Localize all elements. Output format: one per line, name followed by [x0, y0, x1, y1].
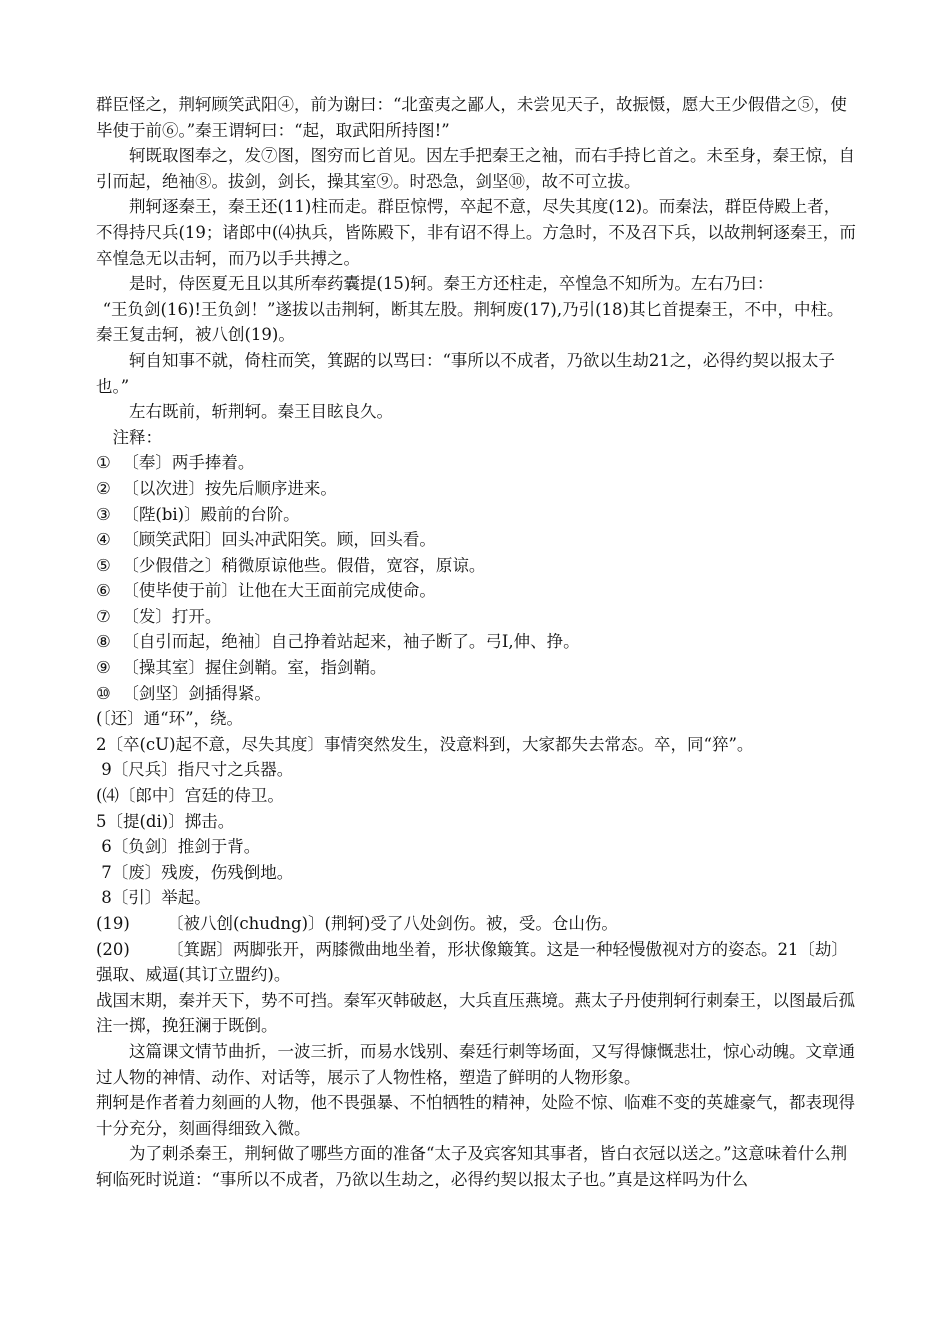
paragraph: 轲自知事不就，倚柱而笑，箕踞的以骂曰：“事所以不成者，乃欲以生劫21之，必得约契以报太子也。”	[96, 350, 835, 396]
note-item: (⑷〔郎中〕宫廷的侍卫。	[96, 786, 284, 806]
note-number: ②	[96, 478, 111, 498]
note-item: 2〔卒(cU)起不意，尽失其度〕事情突然发生，没意料到，大家都失去常态。卒，同“猝”。	[96, 734, 754, 754]
note-number: ⑧	[96, 632, 111, 652]
note-item	[96, 937, 856, 988]
note-number: (20)	[96, 939, 130, 959]
note-item	[96, 502, 856, 528]
note-item	[96, 553, 856, 579]
note-text: 〔箕踞〕两脚张开，两膝微曲地坐着，形状像簸箕。这是一种轻慢傲视对方的姿态。21〔劫〕强取、威逼(其订立盟约)。	[96, 939, 848, 985]
note-item: 8〔引〕举起。	[96, 888, 211, 908]
paragraph: “王负剑(16)!王负剑！”遂拔以击荆轲，断其左股。荆轲废(17),乃引(18)其匕首提秦王，不中，中柱。秦王复击轲，被八创(19)。	[96, 299, 844, 345]
note-item	[96, 911, 856, 937]
note-item	[96, 476, 856, 502]
note-item	[96, 527, 856, 553]
note-number: (19)	[96, 914, 130, 933]
paragraph: 是时，侍医夏无且以其所奉药囊提(15)轲。秦王方还柱走，卒惶急不知所为。左右乃曰：	[129, 274, 774, 294]
note-number: ⑦	[96, 606, 111, 626]
note-item	[96, 655, 856, 681]
note-item	[96, 450, 856, 476]
note-text: 〔操其室〕握住剑鞘。室，指剑鞘。	[122, 658, 387, 678]
note-number: ⑩	[96, 683, 111, 703]
note-text: 〔发〕打开。	[122, 606, 222, 626]
note-number: ③	[96, 504, 111, 524]
note-item: 7〔废〕残废，伤残倒地。	[96, 862, 294, 882]
summary-paragraph: 这篇课文情节曲折，一波三折，而易水饯别、秦廷行刺等场面，又写得慷慨悲壮，惊心动魄。文章通过人物的神情、动作、对话等，展示了人物性格，塑造了鲜明的人物形象。	[96, 1041, 855, 1087]
document-body	[96, 92, 856, 1193]
note-number: ⑥	[96, 581, 111, 601]
note-item: 5〔提(di)〕掷击。	[96, 811, 235, 831]
note-number: ①	[96, 453, 111, 473]
paragraph: 左右既前，斩荆轲。秦王目眩良久。	[129, 402, 393, 422]
note-text: 〔顾笑武阳〕回头冲武阳笑。顾，回头看。	[122, 530, 436, 550]
note-text: 〔以次进〕按先后顺序进来。	[122, 478, 337, 498]
notes-list	[96, 450, 856, 987]
summary-paragraph: 荆轲是作者着力刻画的人物，他不畏强暴、不怕牺牲的精神，处险不惊、临难不变的英雄豪气，都表现得十分充分，刻画得细致入微。	[96, 1093, 855, 1138]
note-number: ⑨	[96, 658, 111, 678]
notes-heading: 注释：	[112, 427, 162, 447]
note-text: 〔被八创(chudng)〕(荆轲)受了八处剑伤。被，受。仓山伤。	[166, 914, 618, 933]
note-text: 〔使毕使于前〕让他在大王面前完成使命。	[122, 581, 436, 601]
note-item: (〔还〕通“环”，绕。	[96, 709, 244, 729]
note-item	[96, 629, 856, 655]
note-number: ④	[96, 530, 111, 550]
note-text: 〔陛(bi)〕殿前的台阶。	[122, 504, 300, 524]
note-item	[96, 604, 856, 630]
note-item	[96, 578, 856, 604]
note-item	[96, 681, 856, 707]
note-text: 〔少假借之〕稍微原谅他些。假借，宽容，原谅。	[122, 555, 486, 575]
note-item: 6〔负剑〕推剑于背。	[96, 837, 261, 857]
question-paragraph: 为了刺杀秦王，荆轲做了哪些方面的准备“太子及宾客知其事者，皆白衣冠以送之。”这意味着什么荆轲临死时说道：“事所以不成者，乃欲以生劫之，必得约契以报太子也。”真是这样吗为什么	[96, 1144, 848, 1189]
summary-paragraph: 战国末期，秦并天下，势不可挡。秦军灭韩破赵，大兵直压燕境。燕太子丹使荆轲行刺秦王，以图最后孤注一掷，挽狂澜于既倒。	[96, 990, 855, 1036]
note-text: 〔自引而起，绝袖〕自己挣着站起来，袖子断了。弓I,伸、挣。	[122, 632, 580, 652]
note-text: 〔剑坚〕剑插得紧。	[122, 683, 271, 703]
note-item: 9〔尺兵〕指尺寸之兵器。	[96, 760, 294, 780]
note-number: ⑤	[96, 555, 111, 575]
paragraph: 荆轲逐秦王，秦王还(11)柱而走。群臣惊愕，卒起不意，尽失其度(12)。而秦法，群臣侍殿上者，不得持尺兵(19；诸郎中(⑷执兵，皆陈殿下，非有诏不得上。方急时，不及召下兵，以故荆轲逐秦王，而卒惶急无以击轲，而乃以手共搏之。	[96, 197, 856, 268]
paragraph: 群臣怪之，荆轲顾笑武阳④，前为谢曰：“北蛮夷之鄙人，未尝见天子，故振慑，愿大王少假借之⑤，使毕使于前⑥。”秦王谓轲曰：“起，取武阳所持图!”	[96, 95, 847, 140]
note-text: 〔奉〕两手捧着。	[122, 453, 255, 473]
paragraph: 轲既取图奉之，发⑦图，图穷而匕首见。因左手把秦王之袖，而右手持匕首之。未至身，秦王惊，自引而起，绝袖⑧。拔剑，剑长，操其室⑨。时恐急，剑坚⑩，故不可立拔。	[96, 146, 855, 191]
